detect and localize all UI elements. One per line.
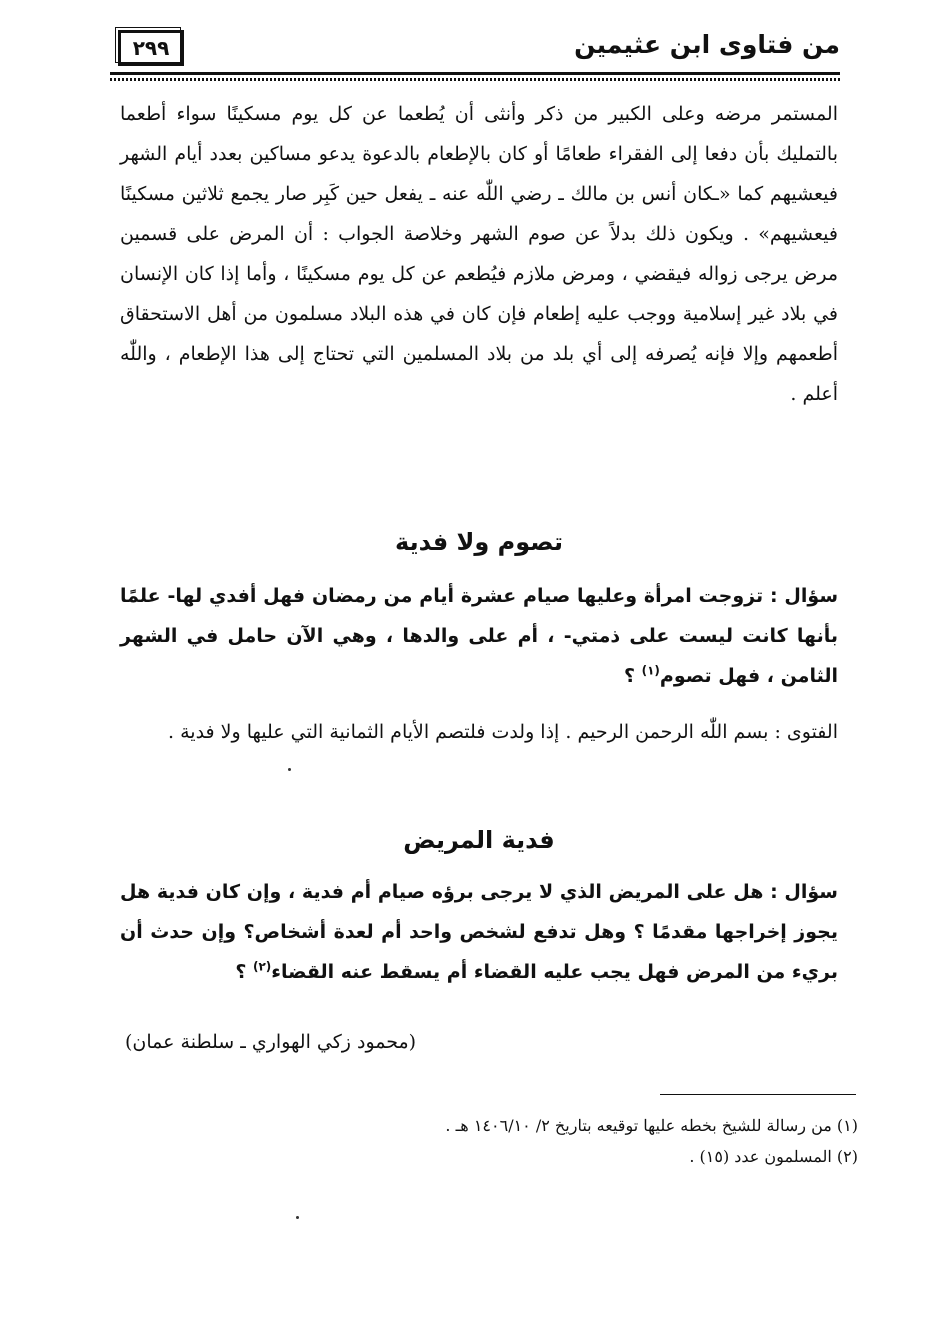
book-title: من فتاوى ابن عثيمين [574, 30, 840, 59]
page-number: ٢٩٩ [118, 30, 184, 66]
question-mark: ؟ [235, 961, 253, 983]
section-title-sick: فدية المريض [403, 826, 555, 854]
section-answer-pregnant-block [120, 712, 838, 752]
section-question-sick [120, 872, 838, 992]
section-question-pregnant-block [120, 576, 838, 696]
scan-speck [296, 1216, 299, 1219]
section-title-pregnant: تصوم ولا فدية [395, 528, 563, 556]
signature-block [125, 1022, 470, 1062]
question-mark: ؟ [623, 665, 642, 687]
footnote-divider [660, 1094, 856, 1095]
section-question-pregnant [120, 576, 838, 696]
intro-paragraph-block [120, 94, 838, 414]
question-text: سؤال : هل على المريض الذي لا يرجى برؤه صيام أم فدية ، وإن كان فدية هل يجوز إخراجها مقدمًا ؟ وهل تدفع لشخص واحد أم لعدة أشخاص؟ وإن حدث أن بريء من المرض فهل يجب عليه القضاء أم يسقط عنه القضاء [120, 881, 838, 983]
questioner-signature: (محمود زكي الهواري ـ سلطنة عمان) [125, 1031, 417, 1053]
footnote-ref: (٢) [252, 959, 272, 974]
section-question-sick-block [120, 872, 838, 992]
page-header [110, 22, 840, 74]
footnote-2: (٢) المسلمون عدد (١٥) . [689, 1147, 858, 1166]
footnotes [300, 1110, 858, 1172]
section-answer-pregnant: الفتوى : بسم اللّٰه الرحمن الرحيم . إذا ولدت فلتصم الأيام الثمانية التي عليها ولا فدية . [168, 721, 838, 743]
question-text: سؤال : تزوجت امرأة وعليها صيام عشرة أيام من رمضان فهل أفدي لها- علمًا بأنها كانت ليست على ذمتي- ، أم على والدها ، وهي الآن حامل في الشهر الثامن ، فهل تصوم [120, 585, 838, 687]
scan-speck [288, 768, 291, 771]
footnote-ref: (١) [641, 663, 660, 678]
footnote-1: (١) من رسالة للشيخ بخطه عليها توقيعه بتاريخ ٢/ ١٤٠٦/١٠ هـ . [445, 1116, 858, 1135]
intro-paragraph: المستمر مرضه وعلى الكبير من ذكر وأنثى أن يُطعما عن كل يوم مسكينًا سواء أطعما بالتمليك بأن دفعا إلى الفقراء طعامًا أو كان بالإطعام بالدعوة يدعو مساكين بعدد أيام الشهر فيعشيهم كما «ـكان أنس بن مالك ـ رضي اللّٰه عنه ـ يفعل حين كَبِر صار يجمع ثلاثين مسكينًا فيعشيهم» . ويكون ذلك بدلاً عن صوم الشهر وخلاصة الجواب : أن المرض على قسمين مرض يرجى زواله فيقضي ، ومرض ملازم فيُطعم عن كل يوم مسكينًا ، وأما إذا كان الإنسان في بلاد غير إسلامية ووجب عليه إطعام فإن كان في هذه البلاد مسلمون من أهل الاستحقاق أطعمهم وإلا فإنه يُصرفه إلى أي بلد من بلاد المسلمين التي تحتاج إلى هذا الإطعام ، واللّٰه أعلم . [120, 103, 838, 405]
header-rule [110, 72, 840, 75]
